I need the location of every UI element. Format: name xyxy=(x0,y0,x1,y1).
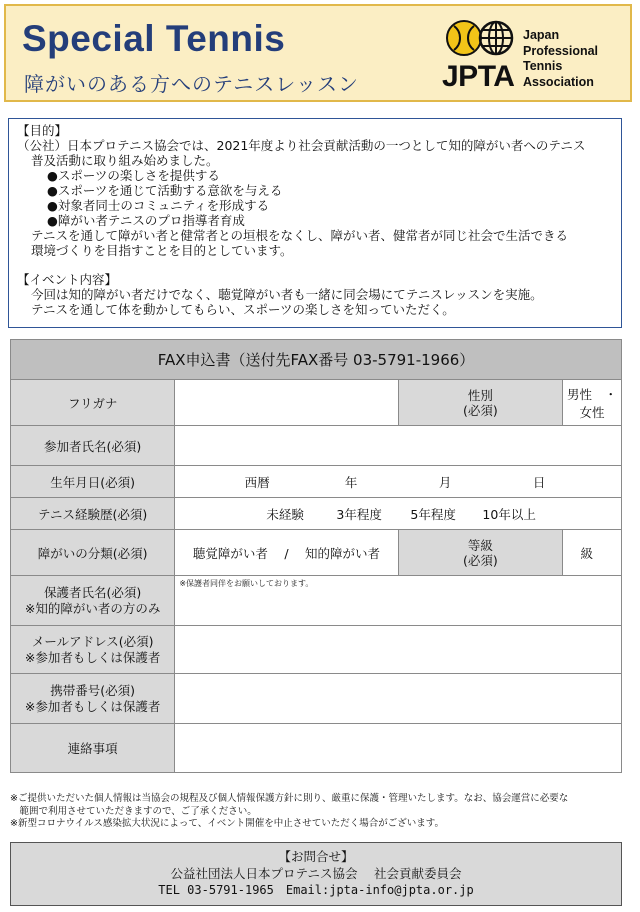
gender-field[interactable]: 男性 ・ 女性 xyxy=(563,380,622,426)
contact-heading: 【お問合せ】 xyxy=(278,849,354,864)
notes-label: 連絡事項 xyxy=(11,724,175,773)
disability-type-label: 障がいの分類(必須) xyxy=(11,530,175,576)
grade-field[interactable]: 級 xyxy=(563,530,622,576)
note-line: ※新型コロナウイルス感染拡大状況によって、イベント開催を中止させていただく場合がございます。 xyxy=(10,818,444,829)
contact-tel-email: TEL 03-5791-1965 Email:jpta-info@jpta.or.jp xyxy=(158,883,474,897)
title-japanese: 障がいのある方へのテニスレッスン xyxy=(24,72,359,96)
privacy-notes xyxy=(10,793,630,831)
purpose-bullet: ●対象者同士のコミュニティを形成する xyxy=(47,198,270,213)
form-title: FAX申込書（送付先FAX番号 03-5791-1966） xyxy=(11,340,622,380)
disability-type-field[interactable]: 聴覚障がい者 / 知的障がい者 xyxy=(175,530,398,576)
header-banner xyxy=(4,4,632,102)
experience-field[interactable]: 未経験 3年程度 5年程度 10年以上 xyxy=(175,498,622,530)
phone-label: 携帯番号(必須) ※参加者もしくは保護者 xyxy=(11,674,175,724)
guardian-name-field[interactable] xyxy=(175,576,622,626)
purpose-bullet: ●スポーツの楽しさを提供する xyxy=(47,168,220,183)
note-line: 範囲で利用させていただきますので、ご了承ください。 xyxy=(10,805,257,817)
email-label: メールアドレス(必須) ※参加者もしくは保護者 xyxy=(11,626,175,674)
event-description-cont: テニスを通して体を動かしてもらい、スポーツの楽しさを知っていただく。 xyxy=(31,302,455,317)
notes-field[interactable] xyxy=(175,724,622,773)
participant-name-field[interactable] xyxy=(175,426,622,466)
contact-org: 公益社団法人日本プロテニス協会 社会貢献委員会 xyxy=(170,866,462,881)
fax-application-form xyxy=(10,339,630,773)
email-field[interactable] xyxy=(175,626,622,674)
jpta-logo xyxy=(442,20,515,96)
purpose-closing: テニスを通して障がい者と健常者との垣根をなくし、障がい者、健常者が同じ社会で生活できる xyxy=(31,228,569,243)
purpose-intro: （公社）日本プロテニス協会では、2021年度より社会貢献活動の一つとして知的障がい者へのテニス xyxy=(17,138,586,153)
purpose-bullet: ●スポーツを通じて活動する意欲を与える xyxy=(47,183,283,198)
contact-box xyxy=(10,842,622,906)
logo-text: JPTA xyxy=(442,60,515,93)
purpose-closing-cont: 環境づくりを目指すことを目的としています。 xyxy=(31,243,293,258)
purpose-intro-cont: 普及活動に取り組み始めました。 xyxy=(31,153,219,168)
tennis-ball-icon xyxy=(446,20,482,56)
purpose-section xyxy=(8,118,622,328)
purpose-heading: 【目的】 xyxy=(17,123,68,138)
participant-name-label: 参加者氏名(必須) xyxy=(11,426,175,466)
grade-label: 等級 (必須) xyxy=(398,530,562,576)
org-name-english: Japan Professional Tennis Association xyxy=(523,28,599,89)
title-english: Special Tennis xyxy=(22,18,286,59)
note-line: ※ご提供いただいた個人情報は当協会の規程及び個人情報保護方針に則り、厳重に保護・管理いたします。なお、協会運営に必要な xyxy=(10,793,569,804)
guardian-note: ※保護者同伴をお願いしております。 xyxy=(179,579,314,588)
birthdate-label: 生年月日(必須) xyxy=(11,466,175,498)
event-heading: 【イベント内容】 xyxy=(17,272,118,287)
phone-field[interactable] xyxy=(175,674,622,724)
furigana-label: フリガナ xyxy=(11,380,175,426)
guardian-name-label: 保護者氏名(必須) ※知的障がい者の方のみ xyxy=(11,576,175,626)
furigana-field[interactable] xyxy=(175,380,398,426)
birthdate-field[interactable]: 西暦 年 月 日 xyxy=(175,466,622,498)
globe-icon xyxy=(478,20,514,56)
experience-label: テニス経験歴(必須) xyxy=(11,498,175,530)
purpose-bullet: ●障がい者テニスのプロ指導者育成 xyxy=(47,213,245,228)
event-description: 今回は知的障がい者だけでなく、聴覚障がい者も一緒に同会場にてテニスレッスンを実施。 xyxy=(31,287,543,302)
gender-label: 性別 (必須) xyxy=(398,380,562,426)
